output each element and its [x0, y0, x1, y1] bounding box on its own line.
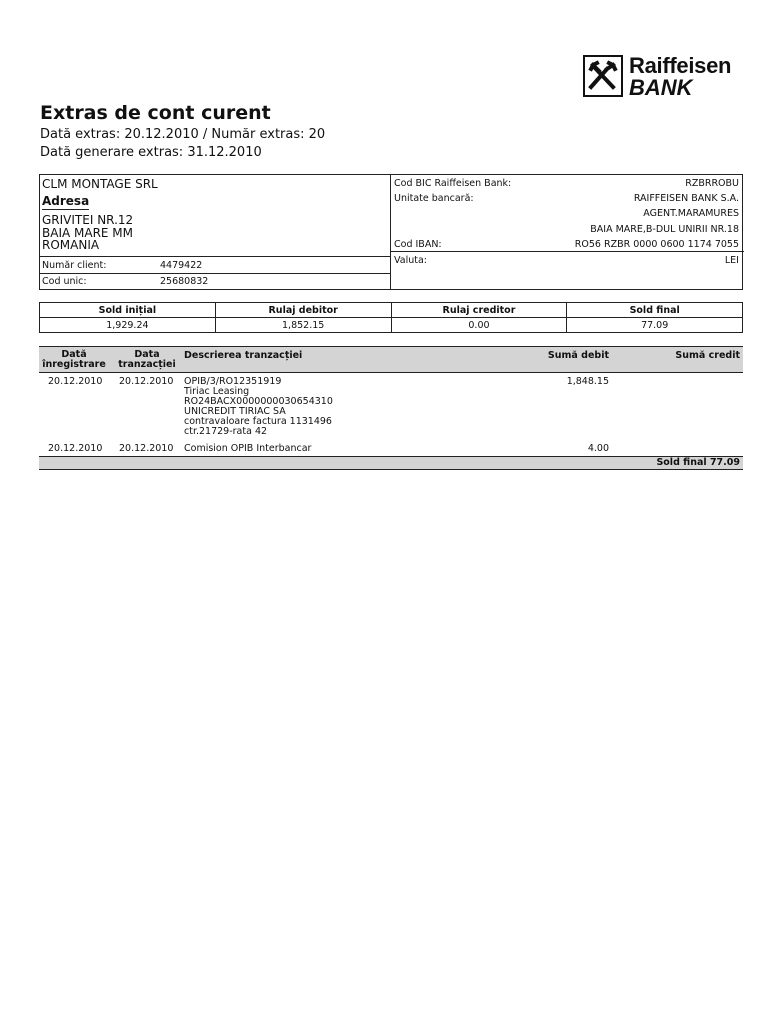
rulaj-debitor-value: 1,852.15 [215, 318, 391, 333]
balance-table [39, 302, 743, 333]
reg-date-header-line-1: Dată [61, 349, 87, 360]
address-line-1: GRIVITEI NR.12 [42, 213, 134, 227]
tx-date-header-line-1: Data [134, 349, 160, 360]
info-separator-1 [40, 256, 390, 257]
address-label: Adresa [42, 194, 90, 208]
sold-initial-header: Sold inițial [40, 303, 216, 318]
currency-label: Valuta: [394, 255, 427, 266]
client-number-value: 4479422 [160, 260, 203, 271]
row2-tx-date: 20.12.2010 [119, 443, 174, 454]
sold-final-header: Sold final [567, 303, 743, 318]
client-name: CLM MONTAGE SRL [42, 177, 158, 191]
address-line-2: BAIA MARE MM [42, 226, 134, 240]
row1-desc-line-1: OPIB/3/RO12351919 [184, 376, 282, 387]
row2-debit: 4.00 [587, 443, 609, 454]
logo-text-raiffeisen: Raiffeisen [629, 53, 732, 78]
info-divider [390, 175, 391, 289]
address-line-3: ROMANIA [42, 238, 100, 252]
tx-date-header-line-2: tranzacției [118, 359, 176, 370]
row1-debit: 1,848.15 [566, 376, 609, 387]
row1-desc-line-6: ctr.21729-rata 42 [184, 426, 268, 437]
cod-unic-value: 25680832 [160, 276, 209, 287]
balance-value-row [40, 318, 743, 333]
final-balance-bar [39, 456, 743, 470]
bank-unit-label: Unitate bancară: [394, 193, 474, 204]
debit-header: Sumă debit [547, 350, 609, 361]
rulaj-debitor-header: Rulaj debitor [215, 303, 391, 318]
bic-label: Cod BIC Raiffeisen Bank: [394, 178, 512, 189]
row1-desc-line-5: contravaloare factura 1131496 [184, 416, 332, 427]
row1-description [184, 377, 333, 437]
iban-value: RO56 RZBR 0000 0600 1174 7055 [574, 239, 739, 250]
tx-date-header [115, 350, 179, 370]
iban-separator [390, 251, 744, 252]
cod-unic-label: Cod unic: [42, 276, 87, 287]
reg-date-header [39, 350, 109, 370]
sold-initial-value: 1,929.24 [40, 318, 216, 333]
generation-date: Dată generare extras: 31.12.2010 [40, 145, 262, 160]
bank-unit-line-3: BAIA MARE,B-DUL UNIRII NR.18 [590, 224, 739, 235]
bank-unit-line-1: RAIFFEISEN BANK S.A. [633, 193, 739, 204]
statement-date-number: Dată extras: 20.12.2010 / Număr extras: 20 [40, 127, 326, 142]
row1-desc-line-4: UNICREDIT TIRIAC SA [184, 406, 286, 417]
sold-final-value: 77.09 [567, 318, 743, 333]
balance-header-row [40, 303, 743, 318]
logo-text-bank: BANK [629, 75, 693, 100]
bank-unit-line-2: AGENT.MARAMURES [643, 208, 739, 219]
row1-reg-date: 20.12.2010 [48, 376, 103, 387]
rulaj-creditor-value: 0.00 [391, 318, 567, 333]
raiffeisen-logo [583, 55, 743, 99]
credit-header: Sumă credit [675, 350, 740, 361]
row1-desc-line-3: RO24BACX0000000030654310 [184, 396, 333, 407]
row1-tx-date: 20.12.2010 [119, 376, 174, 387]
bic-value: RZBRROBU [685, 178, 739, 189]
logo-symbol-icon [583, 55, 623, 97]
page-title: Extras de cont curent [40, 102, 271, 124]
currency-value: LEI [724, 255, 739, 266]
account-info-box [39, 174, 743, 290]
transactions-header [39, 346, 743, 373]
row2-description: Comision OPIB Interbancar [184, 443, 312, 454]
row1-desc-line-2: Tiriac Leasing [184, 386, 250, 397]
rulaj-creditor-header: Rulaj creditor [391, 303, 567, 318]
info-separator-2 [40, 273, 390, 274]
row2-reg-date: 20.12.2010 [48, 443, 103, 454]
reg-date-header-line-2: înregistrare [42, 359, 106, 370]
iban-label: Cod IBAN: [394, 239, 442, 250]
description-header: Descrierea tranzacției [184, 350, 303, 361]
final-balance-label: Sold final 77.09 [656, 457, 740, 468]
client-number-label: Număr client: [42, 260, 107, 271]
